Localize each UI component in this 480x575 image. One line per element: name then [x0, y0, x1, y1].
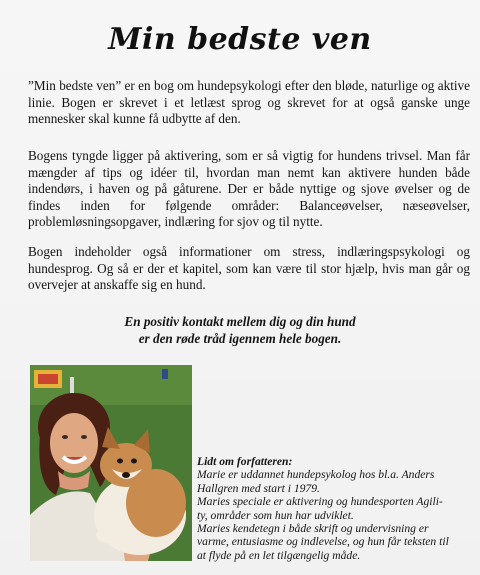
tagline-line-1: En positiv kontakt mellem dig og din hund — [124, 314, 356, 329]
about-author-line: Maries speciale er aktivering og hundesporten Agili- — [197, 495, 443, 509]
about-author-line: Hallgren med start i 1979. — [197, 481, 320, 495]
description-paragraph-3: Bogen indeholder også informationer om stress, indlæringspsykologi og hundesprog. Og så er der et kapitel, som kan være til stor hjælp, hvis man går og overvejer at anskaffe sig en hund. — [28, 244, 470, 293]
tagline — [0, 313, 480, 347]
description-paragraph-1: ”Min bedste ven” er en bog om hundepsykologi efter den bløde, naturlige og aktive linie. Bogen er skrevet i et letlæst sprog og skrevet for at også ganske unge mennesker skal kunne få udbytte af den. — [28, 78, 470, 127]
book-title: Min bedste ven — [108, 22, 372, 57]
about-author-line: Marie er uddannet hundepsykolog hos bl.a. Anders — [197, 468, 435, 482]
about-author-line: ty, områder som hun har udviklet. — [197, 508, 354, 522]
about-author — [197, 455, 475, 562]
tagline-line-2: er den røde tråd igennem hele bogen. — [138, 331, 342, 346]
description-paragraph-2: Bogens tyngde ligger på aktivering, som er så vigtig for hundens trivsel. Man får mængder af tips og idéer til, hvordan man nemt kan aktivere hunden både indendørs, i haven og på gåturene. Der er både nyttige og sjove øvelser og de findes inden for følgende områder: Balanceøvelser, næseøvelser, problemløsningsopgaver, indlæring for sjov og til nytte. — [28, 148, 470, 230]
about-author-line: Maries kendetegn i både skrift og undervisning er — [197, 522, 429, 536]
about-author-heading: Lidt om forfatteren: — [197, 455, 293, 468]
about-author-line: varme, entusiasme og indlevelse, og hun får teksten til — [197, 535, 449, 549]
about-author-line: at flyde på en let tilgængelig måde. — [197, 548, 361, 562]
author-with-dog-photo — [30, 365, 192, 561]
